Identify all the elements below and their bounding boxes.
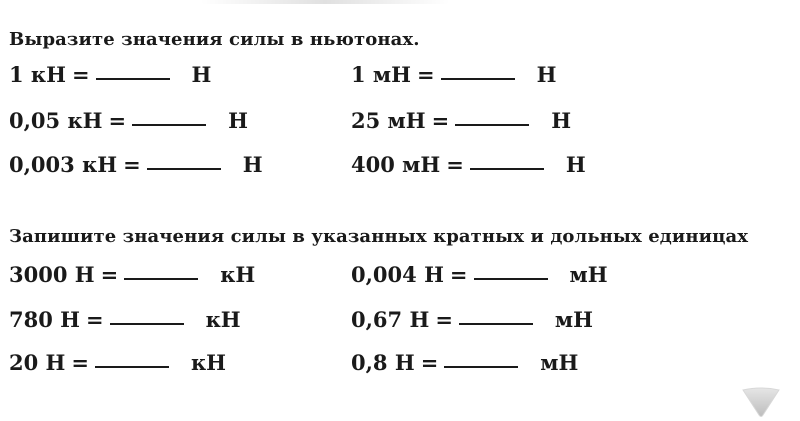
answer-blank[interactable] — [132, 123, 206, 126]
given-value: 1 мН — [351, 62, 412, 87]
exercise-row — [9, 62, 211, 87]
answer-blank[interactable] — [455, 123, 529, 126]
exercise-row — [9, 307, 241, 332]
target-unit: Н — [551, 108, 572, 133]
equals-sign: = — [446, 152, 464, 177]
target-unit: мН — [540, 350, 579, 375]
answer-blank[interactable] — [95, 365, 169, 368]
equals-sign: = — [71, 350, 89, 375]
given-value: 0,05 кН — [9, 108, 103, 133]
answer-blank[interactable] — [96, 77, 170, 80]
equals-sign: = — [449, 262, 468, 287]
exercise-row — [9, 262, 255, 287]
given-value: 0,67 Н — [351, 307, 430, 332]
answer-blank[interactable] — [474, 277, 548, 280]
answer-blank[interactable] — [444, 365, 518, 368]
target-unit: кН — [220, 262, 256, 287]
exercise-row — [351, 152, 586, 177]
equals-sign: = — [108, 108, 127, 133]
target-unit: Н — [565, 152, 586, 177]
equals-sign: = — [417, 62, 435, 87]
given-value: 20 Н — [9, 350, 66, 375]
answer-blank[interactable] — [110, 322, 184, 325]
target-unit: кН — [191, 350, 227, 375]
answer-blank[interactable] — [147, 167, 221, 170]
target-unit: мН — [569, 262, 608, 287]
given-value: 1 кН — [9, 62, 66, 87]
exercise-row — [351, 108, 571, 133]
answer-blank[interactable] — [124, 277, 198, 280]
exercise-row — [9, 108, 248, 133]
equals-sign: = — [431, 108, 450, 133]
equals-sign: = — [420, 350, 439, 375]
answer-blank[interactable] — [441, 77, 515, 80]
equals-sign: = — [100, 262, 119, 287]
answer-blank[interactable] — [470, 167, 544, 170]
exercise-row — [9, 152, 263, 177]
given-value: 25 мН — [351, 108, 426, 133]
exercise-row — [351, 62, 556, 87]
chevron-down-icon[interactable] — [741, 386, 781, 418]
section2-heading: Запишите значения силы в указанных кратных и дольных единицах — [9, 226, 749, 247]
section1-heading: Выразите значения силы в ньютонах. — [9, 29, 420, 50]
given-value: 0,003 кН — [9, 152, 118, 177]
target-unit: Н — [242, 152, 263, 177]
equals-sign: = — [71, 62, 90, 87]
scan-smudge — [200, 0, 450, 4]
equals-sign: = — [86, 307, 104, 332]
equals-sign: = — [123, 152, 141, 177]
given-value: 400 мН — [351, 152, 441, 177]
given-value: 0,8 Н — [351, 350, 415, 375]
target-unit: Н — [536, 62, 557, 87]
exercise-row — [9, 350, 226, 375]
given-value: 3000 Н — [9, 262, 95, 287]
target-unit: Н — [228, 108, 248, 133]
exercise-row — [351, 350, 578, 375]
given-value: 0,004 Н — [351, 262, 444, 287]
exercise-row — [351, 262, 608, 287]
target-unit: Н — [191, 62, 212, 87]
target-unit: мН — [554, 307, 594, 332]
exercise-row — [351, 307, 593, 332]
equals-sign: = — [435, 307, 453, 332]
given-value: 780 Н — [9, 307, 80, 332]
answer-blank[interactable] — [459, 322, 533, 325]
target-unit: кН — [205, 307, 241, 332]
